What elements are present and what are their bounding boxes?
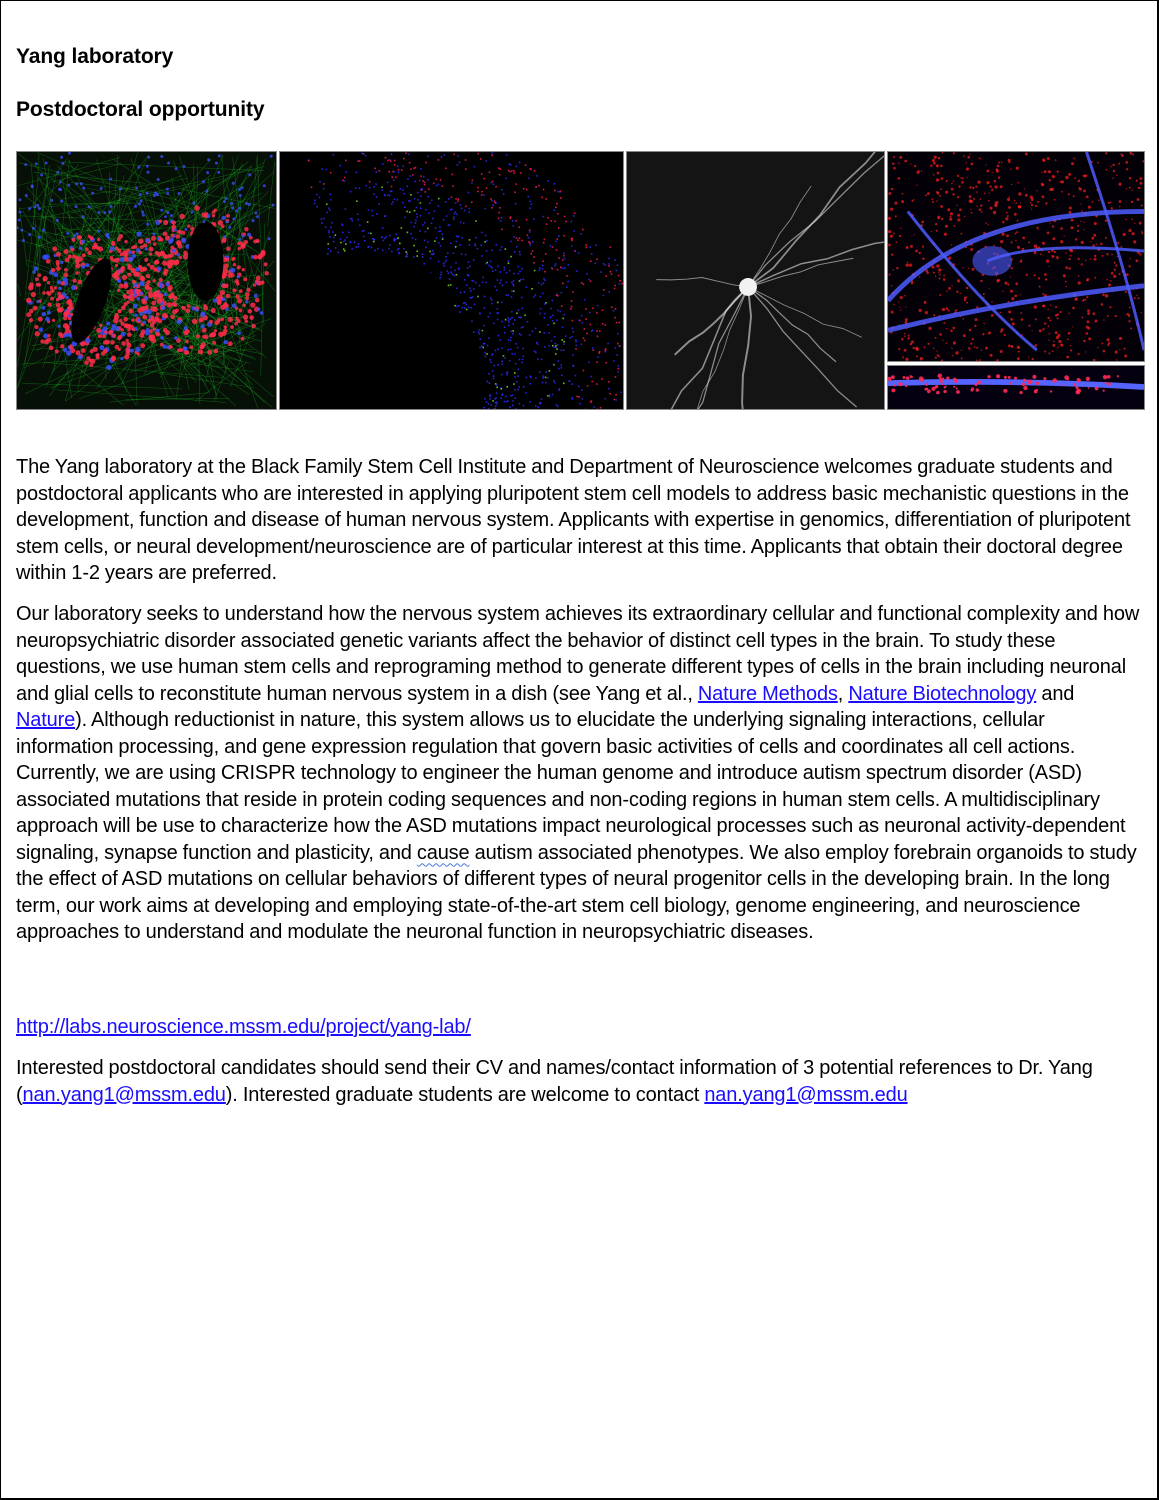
separator-text: and [1036, 682, 1075, 705]
forebrain-organoid-image [279, 151, 624, 410]
research-text-2: ). Although reductionist in nature, this system allows us to elucidate the underlying signaling interactions, cellular information processing, and gene expression regulation that govern basic activities of cells and coordinates all cell actions. Currently, we are using CRISPR technology to engineer the human genome and introduce autism spectrum disorder (ASD) associated mutations that reside in protein coding sequences and non-coding regions in human stem cells. A multidisciplinary approach will be use to characterize how the ASD mutations impact neurological processes such as neuronal activity-dependent signaling, synapse function and plasticity, and [16, 709, 1126, 864]
dendrite-strip-image [887, 365, 1145, 410]
research-text-1: Our laboratory seeks to understand how the nervous system achieves its extraordinary cellular and functional complexity and how neuropsychiatric disorder associated genetic variants affect the behavior of distinct cell types in the brain. To study these questions, we use human stem cells and reprograming method to generate different types of cells in the brain including neuronal and glial cells to reconstitute human nervous system in a dish (see Yang et al., [16, 603, 1140, 705]
neuron-dendrites-image [887, 151, 1145, 362]
email-link[interactable]: nan.yang1@mssm.edu [704, 1083, 908, 1106]
contact-paragraph [16, 1055, 1141, 1108]
page-title: Yang laboratory [16, 45, 174, 68]
neuron-grayscale-image [626, 151, 885, 410]
research-text-3: autism associated phenotypes. We also employ forebrain organoids to study the effect of ASD mutations on cellular behaviors of different types of neural progenitor cells in the developing brain. In the long term, our work aims at developing and employing state-of-the-art stem cell biology, genome engineering, and neuroscience approaches to understand and modulate the neuronal function in neuropsychiatric diseases. [16, 841, 1137, 943]
nature-link[interactable]: Nature [16, 709, 76, 731]
lab-website-link[interactable]: http://labs.neuroscience.mssm.edu/project/yang-lab/ [16, 1016, 471, 1038]
contact-text-1: Interested postdoctoral candidates should send their CV and names/contact information of 3 potential references to Dr. Yang ( [16, 1057, 1093, 1106]
contact-text-2: ). Interested graduate students are welcome to contact [225, 1083, 705, 1106]
nature-methods-link[interactable]: Nature Methods [697, 682, 838, 705]
nature-biotechnology-link[interactable]: Nature Biotechnology [848, 682, 1037, 705]
intro-paragraph: The Yang laboratory at the Black Family Stem Cell Institute and Department of Neuroscience welcomes graduate students and postdoctoral applicants who are interested in applying pluripotent stem cell models to address basic mechanistic questions in the development, function and disease of human nervous system. Applicants with expertise in genomics, differentiation of pluripotent stem cells, or neural development/neuroscience are of particular interest at this time. Applicants that obtain their doctoral degree within 1-2 years are preferred. [16, 456, 1131, 584]
lab-link-paragraph [16, 1014, 1141, 1041]
research-paragraph [16, 601, 1141, 946]
page-subtitle: Postdoctoral opportunity [16, 98, 265, 121]
separator-text: , [837, 682, 849, 705]
neural-rosette-image [16, 151, 277, 410]
spellcheck-flagged-word: cause [416, 841, 470, 864]
microscopy-figure [16, 151, 1145, 410]
email-link[interactable]: nan.yang1@mssm.edu [22, 1083, 226, 1106]
